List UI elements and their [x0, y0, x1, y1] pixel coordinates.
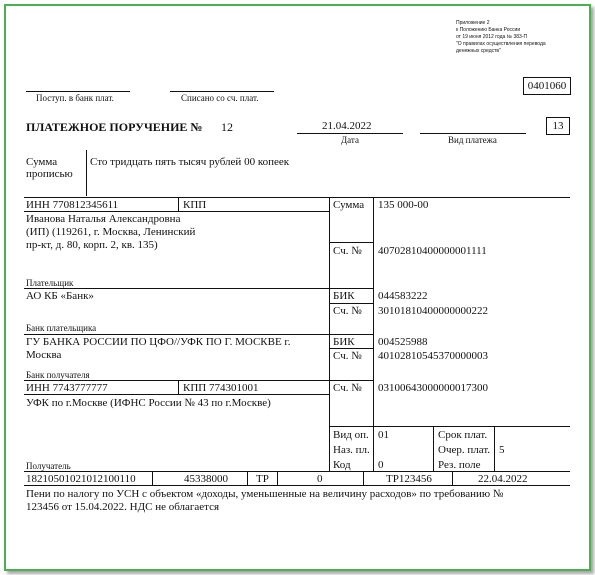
reserve-label: Рез. поле — [438, 459, 481, 471]
amount-words-label-2: прописью — [26, 168, 73, 180]
payee-kpp: КПП 774301001 — [183, 382, 259, 394]
payee-account-label: Сч. № — [333, 382, 362, 394]
payee-bank-name-1: ГУ БАНКА РОССИИ ПО ЦФО//УФК ПО Г. МОСКВЕ г. — [26, 336, 291, 348]
payer-bank-bik-label: БИК — [333, 290, 355, 302]
payer-label: Плательщик — [26, 278, 74, 288]
amount-label: Сумма — [333, 199, 365, 211]
payee-account: 03100643000000017300 — [378, 382, 488, 394]
tax-kbk: 18210501021012100110 — [26, 473, 136, 485]
op-type: 01 — [378, 429, 389, 441]
debited-label: Списано со сч. плат. — [181, 93, 259, 103]
payer-name-3: пр-кт, д. 80, корп. 2, кв. 135) — [26, 239, 158, 251]
received-label: Поступ. в банк плат. — [36, 93, 114, 103]
appendix-note-line4: "О правилах осуществления перевода — [456, 41, 546, 47]
appendix-note-line2: к Положению Банка России — [456, 27, 521, 33]
date-label: Дата — [341, 135, 359, 145]
payer-bank-account: 30101810400000000222 — [378, 305, 488, 317]
payer-bank-bik: 044583222 — [378, 290, 428, 302]
payer-name-1: Иванова Наталья Александровна — [26, 213, 181, 225]
payee-bank-name-2: Москва — [26, 349, 62, 361]
term-label: Срок плат. — [438, 429, 488, 441]
amount-value: 135 000-00 — [378, 199, 429, 211]
order-value: 5 — [499, 444, 505, 456]
payer-kpp: КПП — [183, 199, 207, 211]
tax-doc-date: 22.04.2022 — [478, 473, 528, 485]
payee-bank-label: Банк получателя — [26, 370, 90, 380]
payee-bank-account: 40102810545370000003 — [378, 350, 488, 362]
tax-basis: ТР — [256, 473, 269, 485]
payer-account: 40702810400000001111 — [378, 245, 487, 257]
payer-bank-name: АО КБ «Банк» — [26, 290, 94, 302]
payee-bank-account-label: Сч. № — [333, 350, 362, 362]
payee-name: УФК по г.Москве (ИФНС России № 43 по г.Москве) — [26, 397, 271, 409]
payee-bank-bik-label: БИК — [333, 336, 355, 348]
tax-doc-number: ТР123456 — [386, 473, 432, 485]
payer-inn: ИНН 770812345611 — [26, 199, 119, 211]
amount-words-label-1: Сумма — [26, 156, 58, 168]
op-type-label: Вид оп. — [333, 429, 369, 441]
tax-period: 0 — [317, 473, 323, 485]
payer-name-2: (ИП) (119261, г. Москва, Ленинский — [26, 226, 196, 238]
payer-bank-account-label: Сч. № — [333, 305, 362, 317]
payee-bank-bik: 004525988 — [378, 336, 428, 348]
amount-words-text: Сто тридцать пять тысяч рублей 00 копеек — [90, 156, 290, 168]
order-label: Очер. плат. — [438, 444, 491, 456]
payee-inn: ИНН 7743777777 — [26, 382, 108, 394]
page-title: ПЛАТЕЖНОЕ ПОРУЧЕНИЕ № — [26, 120, 203, 134]
purpose-line-1: Пени по налогу по УСН с объектом «доходы, уменьшенные на величину расходов» по требованию № — [26, 488, 504, 500]
purpose-code-label: Наз. пл. — [333, 444, 370, 456]
payer-bank-label: Банк плательщика — [26, 323, 97, 333]
payer-account-label: Сч. № — [333, 245, 362, 257]
payment-date: 21.04.2022 — [322, 120, 372, 132]
payee-label: Получатель — [26, 461, 71, 471]
tax-oktmo: 45338000 — [184, 473, 228, 485]
purpose-line-2: 123456 от 15.04.2022. НДС не облагается — [26, 501, 220, 513]
form-code: 0401060 — [523, 77, 571, 95]
status-code: 13 — [546, 117, 570, 135]
appendix-note-line1: Приложение 2 — [456, 20, 490, 26]
payment-number: 12 — [221, 120, 233, 134]
appendix-note-line3: от 19 июня 2012 года № 383-П — [456, 34, 528, 40]
payment-type-label: Вид платежа — [448, 135, 497, 145]
code-value: 0 — [378, 459, 384, 471]
appendix-note-line5: денежных средств" — [456, 48, 501, 54]
code-label: Код — [333, 459, 351, 471]
